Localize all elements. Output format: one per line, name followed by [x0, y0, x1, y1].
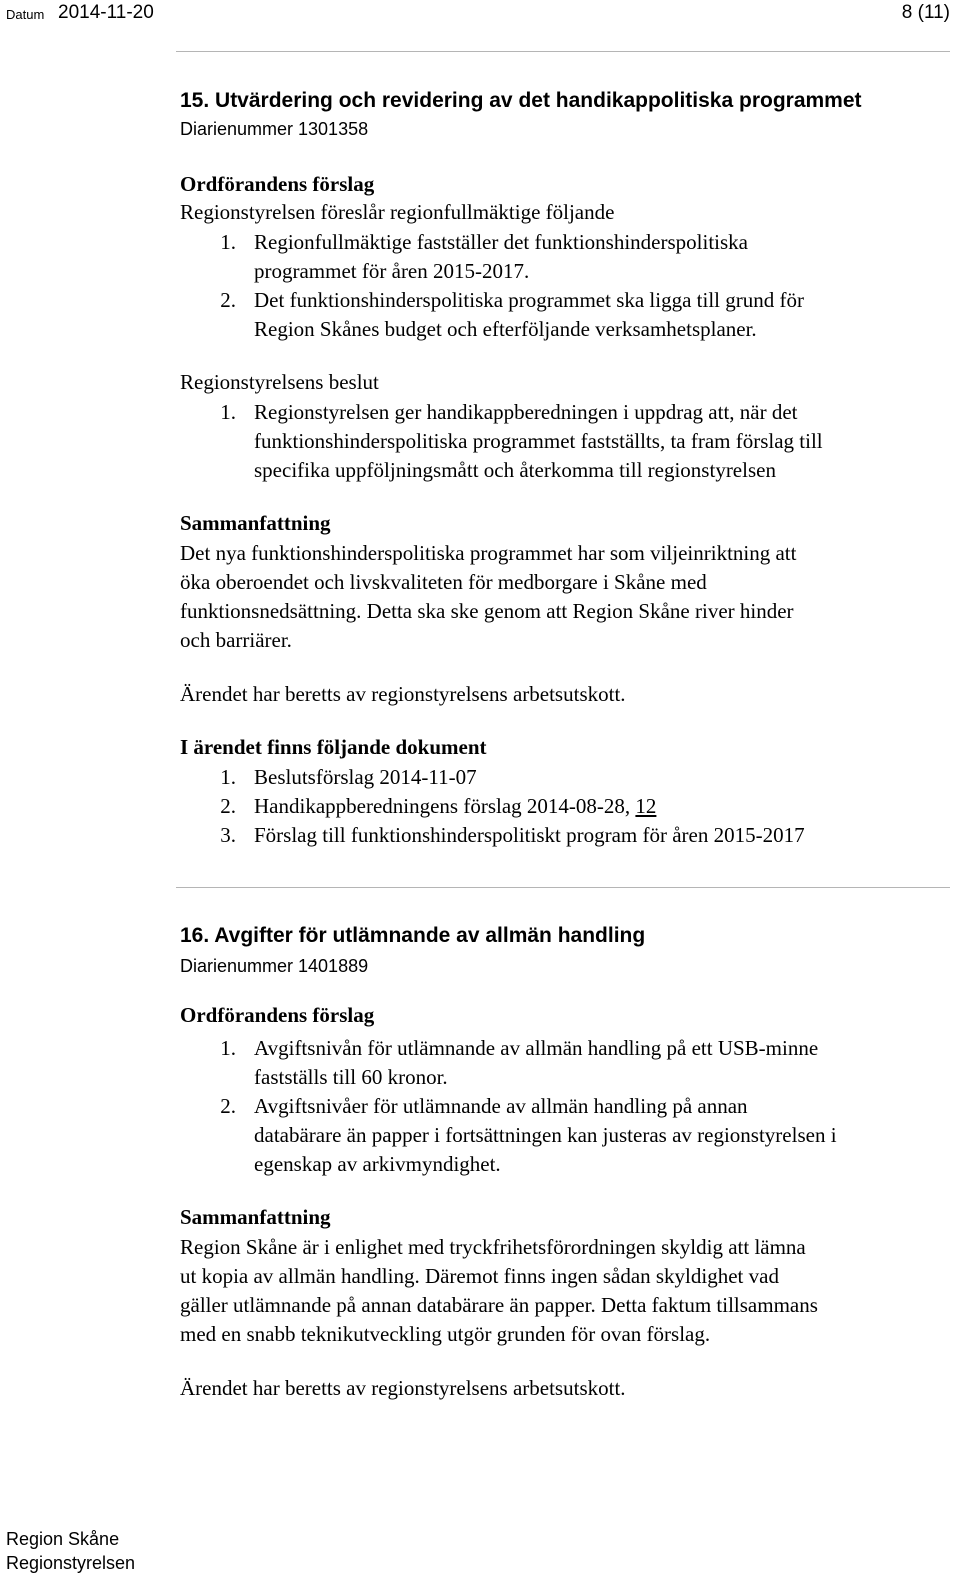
section-divider: [176, 51, 950, 52]
prepared-note: Ärendet har beretts av regionstyrelsens arbetsutskott.: [180, 682, 626, 706]
summary-heading: Sammanfattning: [180, 1205, 331, 1229]
page-number: 8 (11): [901, 2, 950, 23]
prepared-note: Ärendet har beretts av regionstyrelsens arbetsutskott.: [180, 1376, 626, 1400]
list-item-text: funktionshinderspolitiska programmet fastställts, ta fram förslag till: [254, 429, 823, 453]
section-title: 16. Avgifter för utlämnande av allmän handling: [180, 924, 646, 947]
date-value: 2014-11-20: [58, 2, 154, 23]
paragraph-line: med en snabb teknikutveckling utgör grunden för ovan förslag.: [180, 1322, 711, 1346]
section-title: 15. Utvärdering och revidering av det handikappolitiska programmet: [180, 89, 862, 112]
decision-heading: Regionstyrelsens beslut: [180, 370, 379, 394]
list-number: 3.: [220, 823, 236, 847]
list-item-text: Regionstyrelsen ger handikappberedningen i uppdrag att, när det: [254, 400, 798, 424]
list-number: 2.: [220, 288, 236, 312]
document-item: Beslutsförslag 2014-11-07: [254, 765, 477, 789]
list-item-text: egenskap av arkivmyndighet.: [254, 1152, 501, 1176]
list-number: 2.: [220, 794, 236, 818]
list-number: 1.: [220, 765, 236, 789]
list-item-text: Avgiftsnivån för utlämnande av allmän handling på ett USB-minne: [254, 1036, 819, 1060]
paragraph-line: öka oberoendet och livskvaliteten för medborgare i Skåne med: [180, 570, 707, 594]
paragraph-line: funktionsnedsättning. Detta ska ske genom att Region Skåne river hinder: [180, 599, 794, 623]
document-item-text: Handikappberedningens förslag 2014-08-28,: [254, 794, 631, 818]
list-number: 2.: [220, 1094, 236, 1118]
proposal-intro: Regionstyrelsen föreslår regionfullmäktige följande: [180, 200, 615, 224]
list-number: 1.: [220, 400, 236, 424]
section-divider: [176, 887, 950, 888]
document-item: Förslag till funktionshinderspolitiskt program för åren 2015-2017: [254, 823, 805, 847]
date-label: Datum: [6, 7, 45, 22]
document-reference-link[interactable]: 12: [635, 794, 657, 818]
list-item-text: Regionfullmäktige fastställer det funktionshinderspolitiska: [254, 230, 748, 254]
proposal-heading: Ordförandens förslag: [180, 1003, 375, 1027]
footer-organization: Region Skåne: [6, 1529, 120, 1549]
list-number: 1.: [220, 1036, 236, 1060]
list-item-text: databärare än papper i fortsättningen kan justeras av regionstyrelsen i: [254, 1123, 837, 1147]
summary-heading: Sammanfattning: [180, 511, 331, 535]
paragraph-line: Region Skåne är i enlighet med tryckfrihetsförordningen skyldig att lämna: [180, 1235, 806, 1259]
paragraph-line: ut kopia av allmän handling. Däremot finns ingen sådan skyldighet vad: [180, 1264, 779, 1288]
paragraph-line: och barriärer.: [180, 628, 292, 652]
list-item-text: fastställs till 60 kronor.: [254, 1065, 448, 1089]
list-item-text: Det funktionshinderspolitiska programmet ska ligga till grund för: [254, 288, 804, 312]
list-item-text: programmet för åren 2015-2017.: [254, 259, 530, 283]
list-number: 1.: [220, 230, 236, 254]
list-item-text: Avgiftsnivåer för utlämnande av allmän handling på annan: [254, 1094, 748, 1118]
documents-heading: I ärendet finns följande dokument: [180, 735, 487, 759]
registration-number: Diarienummer 1401889: [180, 956, 369, 976]
paragraph-line: Det nya funktionshinderspolitiska programmet har som viljeinriktning att: [180, 541, 797, 565]
page-header: [6, 0, 950, 30]
list-item-text: Region Skånes budget och efterföljande verksamhetsplaner.: [254, 317, 757, 341]
list-item-text: specifika uppföljningsmått och återkomma till regionstyrelsen: [254, 458, 776, 482]
proposal-heading: Ordförandens förslag: [180, 172, 375, 196]
document-item: [254, 792, 656, 821]
registration-number: Diarienummer 1301358: [180, 119, 369, 139]
footer-department: Regionstyrelsen: [6, 1553, 136, 1573]
paragraph-line: gäller utlämnande på annan databärare än papper. Detta faktum tillsammans: [180, 1293, 818, 1317]
